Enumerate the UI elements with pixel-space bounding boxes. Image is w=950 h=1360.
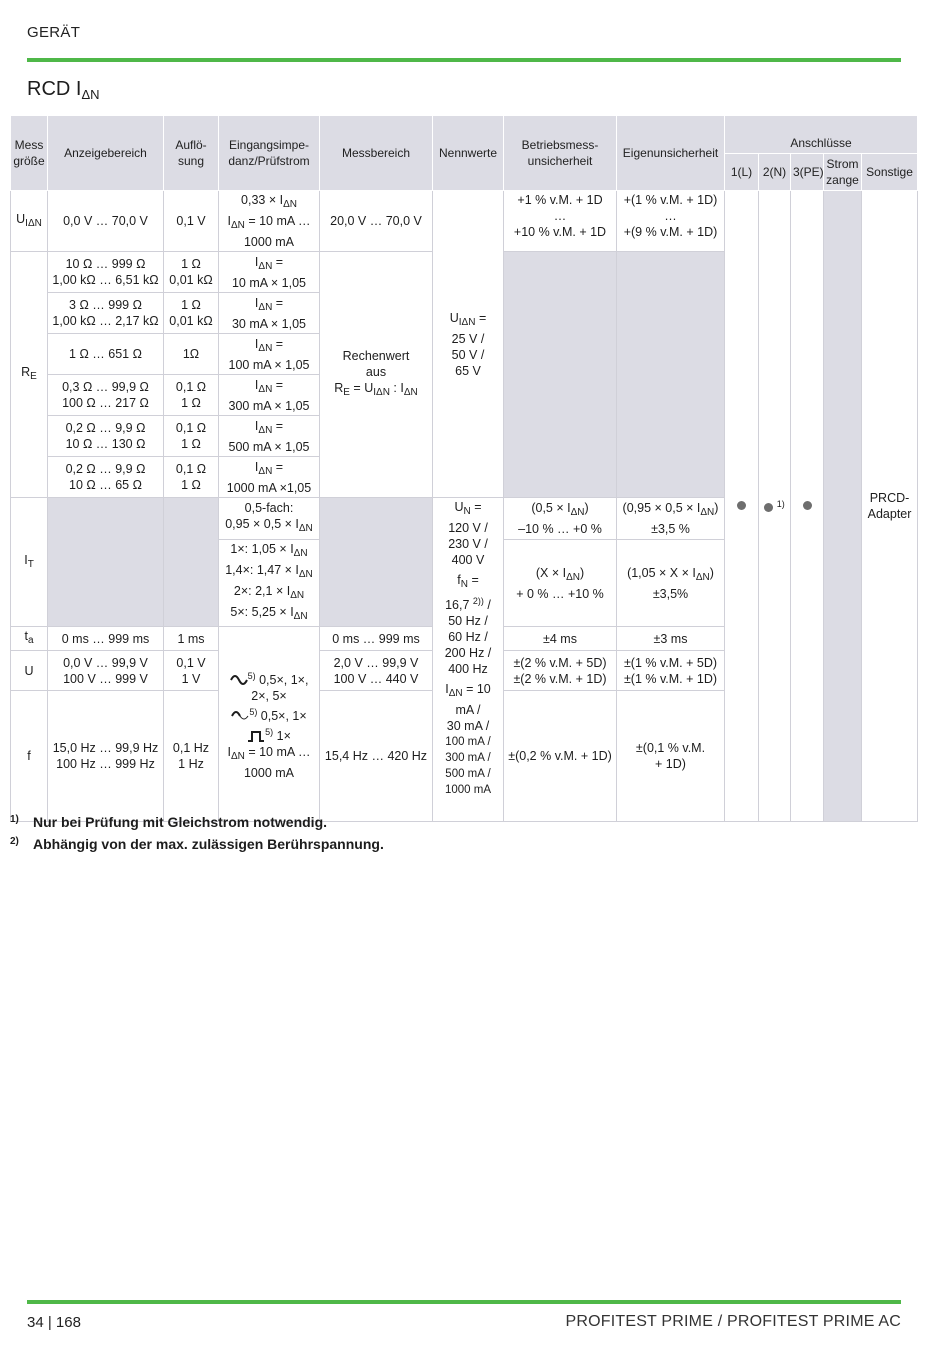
cell-betriebs: $(0,5 \times I_{\Delta N})$ –10 % … +0 % bbox=[504, 498, 617, 540]
cell-nennwerte-uidn: $U_{I\Delta N}$ = 25 V / 50 V / 65 V bbox=[433, 191, 504, 498]
cell-betriebs: ±(0,2 % v.M. + 1D) bbox=[504, 691, 617, 822]
quantity-u-idn: $U_{I\Delta N}$ bbox=[11, 191, 48, 252]
cell-anzeige: 0 ms … 999 ms bbox=[48, 627, 164, 651]
cell-eingang: $0,33 \times I_{\Delta N}$ $I_{\Delta N} = 10$ mA … 1000 mA bbox=[219, 191, 320, 252]
port-2n-cell: 1) bbox=[759, 191, 791, 822]
cell-eigen: ±(0,1 % v.M. + 1D) bbox=[617, 691, 725, 822]
header-port-1l: 1(L) bbox=[725, 154, 759, 191]
cell-eingang: 0,5-fach: $0,95 \times 0,5 \times I_{\Delta N}$ bbox=[219, 498, 320, 540]
cell-anzeige: 0,0 V … 70,0 V bbox=[48, 191, 164, 252]
quantity-it: $I_T$ bbox=[11, 498, 48, 627]
header-stromzange: Strom zange bbox=[824, 154, 862, 191]
cell-messbereich: 15,4 Hz … 420 Hz bbox=[320, 691, 433, 822]
cell-betriebs: ±(2 % v.M. + 5D) ±(2 % v.M. + 1D) bbox=[504, 651, 617, 691]
quantity-u: U bbox=[11, 651, 48, 691]
product-name: PROFITEST PRIME / PROFITEST PRIME AC bbox=[565, 1313, 901, 1330]
cell-eingang: 1×: $1,05 \times I_{\Delta N}$ 1,4×: $1,47 \times I_{\Delta N}$ 2×: $2,1 \times I_{\Delta N}$ 5×: $5,25 \times I_{\Delta N}$ bbox=[219, 540, 320, 627]
header-betriebsmessunsicherheit: Betriebsmess- unsicherheit bbox=[504, 116, 617, 191]
cell-eigen: +(1 % v.M. + 1D) … +(9 % v.M. + 1D) bbox=[617, 191, 725, 252]
header-messbereich: Messbereich bbox=[320, 116, 433, 191]
cell-aufloesung: 0,1 Ω 1 Ω bbox=[164, 457, 219, 498]
footnote-1: 1) Nur bei Prüfung mit Gleichstrom notwendig. bbox=[10, 814, 328, 830]
port-1l-cell bbox=[725, 191, 759, 822]
cell-eingang: $I_{\Delta N}$ = 500 mA × 1,05 bbox=[219, 416, 320, 457]
cell-eigen: ±3 ms bbox=[617, 627, 725, 651]
cell-eingang: $I_{\Delta N}$ = 1000 mA ×1,05 bbox=[219, 457, 320, 498]
header-eigenunsicherheit: Eigenunsicherheit bbox=[617, 116, 725, 191]
cell-messbereich: 0 ms … 999 ms bbox=[320, 627, 433, 651]
cell-aufloesung: 0,1 Hz 1 Hz bbox=[164, 691, 219, 822]
cell-eingang: $I_{\Delta N}$ = 100 mA × 1,05 bbox=[219, 334, 320, 375]
footnotes bbox=[10, 814, 384, 858]
cell-eigen: $(1,05 \times X \times I_{\Delta N})$ ±3,5% bbox=[617, 540, 725, 627]
cell-messbereich: 2,0 V … 99,9 V 100 V … 440 V bbox=[320, 651, 433, 691]
cell-anzeige-empty bbox=[48, 498, 164, 627]
sine-wave-icon bbox=[230, 675, 248, 685]
quantity-f: f bbox=[11, 691, 48, 822]
port-3pe-cell bbox=[791, 191, 824, 822]
cell-eigen: ±(1 % v.M. + 5D) ±(1 % v.M. + 1D) bbox=[617, 651, 725, 691]
cell-messbereich-rechenwert: Rechenwert aus $R_E = U_{I\Delta N}$ : $I_{\Delta N}$ bbox=[320, 252, 433, 498]
specification-table bbox=[10, 115, 918, 822]
cell-aufloesung: 0,1 Ω 1 Ω bbox=[164, 416, 219, 457]
cell-betriebs: +1 % v.M. + 1D … +10 % v.M. + 1D bbox=[504, 191, 617, 252]
cell-anzeige: 0,2 Ω … 9,9 Ω 10 Ω … 65 Ω bbox=[48, 457, 164, 498]
cell-anzeige: 0,3 Ω … 99,9 Ω 100 Ω … 217 Ω bbox=[48, 375, 164, 416]
footnote-2: 2) Abhängig von der max. zulässigen Berührspannung. bbox=[10, 836, 384, 852]
port-1l-dot bbox=[737, 501, 746, 510]
header-anschluesse: Anschlüsse bbox=[725, 116, 918, 154]
cell-eingang: $I_{\Delta N}$ = 300 mA × 1,05 bbox=[219, 375, 320, 416]
cell-betriebs: ±4 ms bbox=[504, 627, 617, 651]
cell-anzeige: 10 Ω … 999 Ω 1,00 kΩ … 6,51 kΩ bbox=[48, 252, 164, 293]
cell-betriebs: $(X \times I_{\Delta N})$ + 0 % … +10 % bbox=[504, 540, 617, 627]
cell-anzeige: 0,0 V … 99,9 V 100 V … 999 V bbox=[48, 651, 164, 691]
header-aufloesung: Auflö- sung bbox=[164, 116, 219, 191]
port-2n-dot bbox=[764, 503, 773, 512]
stromzange-cell bbox=[824, 191, 862, 822]
quantity-re: $R_E$ bbox=[11, 252, 48, 498]
bottom-divider bbox=[27, 1300, 901, 1304]
header-port-2n: 2(N) bbox=[759, 154, 791, 191]
cell-aufloesung: 0,1 V bbox=[164, 191, 219, 252]
page-number: 34 | 168 bbox=[27, 1314, 81, 1331]
cell-anzeige: 1 Ω … 651 Ω bbox=[48, 334, 164, 375]
cell-anzeige: 3 Ω … 999 Ω 1,00 kΩ … 2,17 kΩ bbox=[48, 293, 164, 334]
table-row bbox=[11, 191, 918, 252]
cell-eingang: $I_{\Delta N}$ = 30 mA × 1,05 bbox=[219, 293, 320, 334]
cell-betriebs-empty bbox=[504, 252, 617, 498]
header-eingangsimpedanz: Eingangsimpe- danz/Prüfstrom bbox=[219, 116, 320, 191]
cell-anzeige: 0,2 Ω … 9,9 Ω 10 Ω … 130 Ω bbox=[48, 416, 164, 457]
port-3pe-dot bbox=[803, 501, 812, 510]
sonstige-cell: PRCD- Adapter bbox=[862, 191, 918, 822]
cell-eingang-waveforms: $^{5)}$ 0,5×, 1×, 2×, 5× $^{5)}$ 0,5×, 1× $^{5)}$ 1× $I_{\Delta N} = 10$ mA … 1000 mA bbox=[219, 627, 320, 822]
cell-nennwerte-un: $U_N$ = 120 V / 230 V / 400 V $f_N$ = 16,7 $^{2))}$ / 50 Hz / 60 Hz / 200 Hz / 400 Hz $I_{\Delta N} = 10$ mA / 30 mA / 100 mA / 300 mA / 500 mA / 1000 mA bbox=[433, 498, 504, 822]
header-sonstige: Sonstige bbox=[862, 154, 918, 191]
top-divider bbox=[27, 58, 901, 62]
cell-anzeige: 15,0 Hz … 99,9 Hz 100 Hz … 999 Hz bbox=[48, 691, 164, 822]
header-anzeigebereich: Anzeigebereich bbox=[48, 116, 164, 191]
header-mess-groesse: Mess größe bbox=[11, 116, 48, 191]
cell-eigen-empty bbox=[617, 252, 725, 498]
cell-aufloesung: 1 Ω 0,01 kΩ bbox=[164, 293, 219, 334]
cell-aufloesung: 0,1 V 1 V bbox=[164, 651, 219, 691]
quantity-ta: $t_a$ bbox=[11, 627, 48, 651]
cell-aufloesung-empty bbox=[164, 498, 219, 627]
cell-eingang: $I_{\Delta N}$ = 10 mA × 1,05 bbox=[219, 252, 320, 293]
pulsating-dc-icon bbox=[231, 711, 249, 721]
cell-eigen: $(0,95 \times 0,5 \times I_{\Delta N})$ ±3,5 % bbox=[617, 498, 725, 540]
square-pulse-icon bbox=[247, 730, 265, 742]
cell-aufloesung: 1 Ω 0,01 kΩ bbox=[164, 252, 219, 293]
page-title: RCD $I_{\Delta N}$ bbox=[27, 78, 100, 102]
cell-aufloesung: 1 ms bbox=[164, 627, 219, 651]
cell-messbereich-empty bbox=[320, 498, 433, 627]
section-header: GERÄT bbox=[27, 24, 81, 41]
header-port-3pe: 3(PE) bbox=[791, 154, 824, 191]
cell-messbereich: 20,0 V … 70,0 V bbox=[320, 191, 433, 252]
cell-aufloesung: 1Ω bbox=[164, 334, 219, 375]
cell-aufloesung: 0,1 Ω 1 Ω bbox=[164, 375, 219, 416]
header-nennwerte: Nennwerte bbox=[433, 116, 504, 191]
